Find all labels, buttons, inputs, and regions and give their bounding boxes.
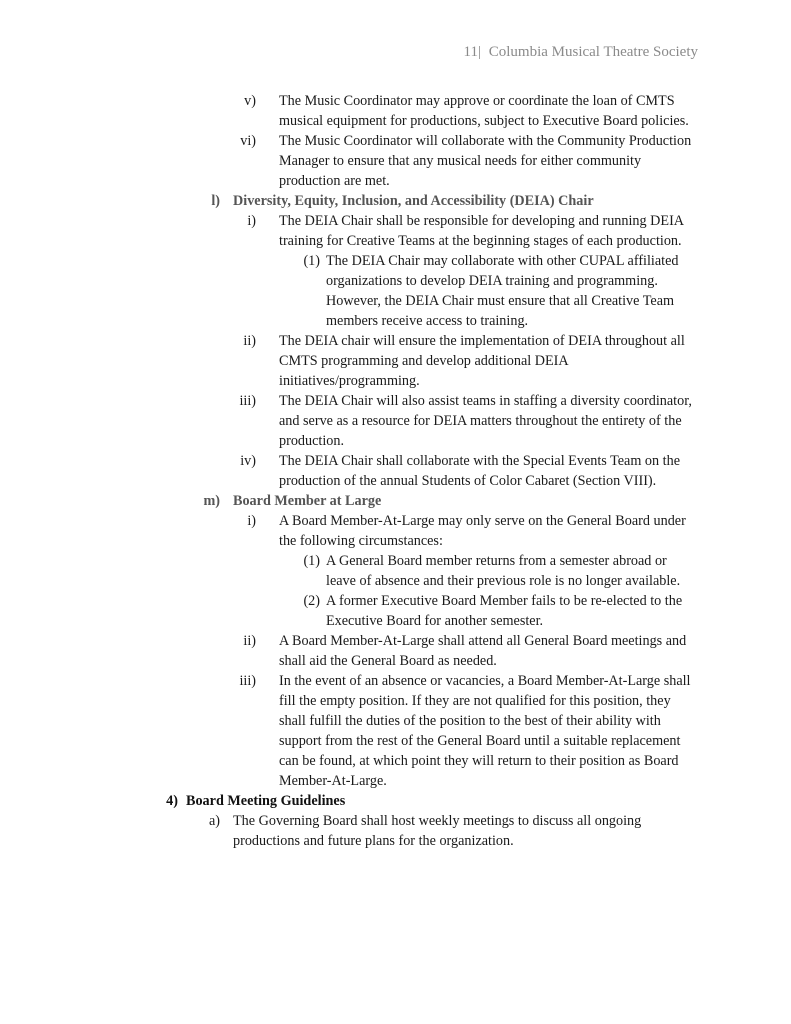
section-title: Board Meeting Guidelines xyxy=(186,793,346,809)
section-title: Board Member at Large xyxy=(233,493,382,509)
sub-list-item xyxy=(0,551,791,591)
list-item xyxy=(0,211,791,251)
list-marker: iii) xyxy=(239,673,256,689)
section-heading-board-meeting-guidelines xyxy=(0,791,791,811)
section-heading-board-member-at-large xyxy=(0,491,791,511)
list-item-text: A General Board member returns from a semester abroad or leave of absence and their previous role is no longer available. xyxy=(326,553,681,589)
list-marker: (1) xyxy=(303,253,320,269)
list-item xyxy=(0,451,791,491)
organization-name: Columbia Musical Theatre Society xyxy=(488,44,698,60)
list-marker: ii) xyxy=(243,633,256,649)
list-marker: i) xyxy=(247,513,256,529)
list-item xyxy=(0,391,791,451)
list-item xyxy=(0,511,791,551)
section-marker: m) xyxy=(203,493,220,509)
list-item-text: A Board Member-At-Large may only serve on the General Board under the following circumstances: xyxy=(279,513,686,549)
list-item-text: A former Executive Board Member fails to be re-elected to the Executive Board for another semester. xyxy=(326,593,683,629)
list-item-text: The Music Coordinator may approve or coordinate the loan of CMTS musical equipment for productions, subject to Executive Board policies. xyxy=(279,93,689,129)
document-body xyxy=(0,91,791,851)
list-marker: ii) xyxy=(243,333,256,349)
list-marker: (1) xyxy=(303,553,320,569)
section-title: Diversity, Equity, Inclusion, and Accessibility (DEIA) Chair xyxy=(233,193,594,209)
list-item-text: The DEIA Chair may collaborate with other CUPAL affiliated organizations to develop DEIA training and programming. However, the DEIA Chair must ensure that all Creative Team members receive access to training. xyxy=(326,253,679,329)
list-marker: (2) xyxy=(303,593,320,609)
page-header xyxy=(464,44,698,61)
sub-list-item xyxy=(0,591,791,631)
list-item-text: A Board Member-At-Large shall attend all General Board meetings and shall aid the General Board as needed. xyxy=(279,633,687,669)
page-number: 11| xyxy=(463,44,481,60)
section-heading-deia-chair xyxy=(0,191,791,211)
list-item-text: The DEIA chair will ensure the implementation of DEIA throughout all CMTS programming and develop additional DEIA initiatives/programming. xyxy=(279,333,685,389)
list-item xyxy=(0,811,791,851)
list-item-text: The DEIA Chair shall collaborate with the Special Events Team on the production of the annual Students of Color Cabaret (Section VIII). xyxy=(279,453,681,489)
list-marker: a) xyxy=(208,813,220,829)
list-marker: vi) xyxy=(240,133,256,149)
sub-list-item xyxy=(0,251,791,331)
list-item xyxy=(0,131,791,191)
list-item-text: In the event of an absence or vacancies, a Board Member-At-Large shall fill the empty position. If they are not qualified for this position, they shall fulfill the duties of the position to the best of their ability with support from the rest of the General Board until a suitable replacement can be found, at which point they will return to their position as Board Member-At-Large. xyxy=(279,673,691,789)
list-marker: i) xyxy=(247,213,256,229)
list-marker: iv) xyxy=(240,453,256,469)
list-item xyxy=(0,331,791,391)
list-marker: iii) xyxy=(239,393,256,409)
list-item-text: The Governing Board shall host weekly meetings to discuss all ongoing productions and future plans for the organization. xyxy=(233,813,642,849)
list-item-text: The DEIA Chair shall be responsible for developing and running DEIA training for Creative Teams at the beginning stages of each production. xyxy=(279,213,684,249)
section-marker: l) xyxy=(211,193,220,209)
list-item xyxy=(0,671,791,791)
section-marker: 4) xyxy=(166,793,178,809)
list-marker: v) xyxy=(244,93,256,109)
list-item xyxy=(0,631,791,671)
list-item-text: The DEIA Chair will also assist teams in staffing a diversity coordinator, and serve as a resource for DEIA matters throughout the entirety of the production. xyxy=(279,393,692,449)
list-item xyxy=(0,91,791,131)
list-item-text: The Music Coordinator will collaborate with the Community Production Manager to ensure that any musical needs for either community production are met. xyxy=(279,133,692,189)
